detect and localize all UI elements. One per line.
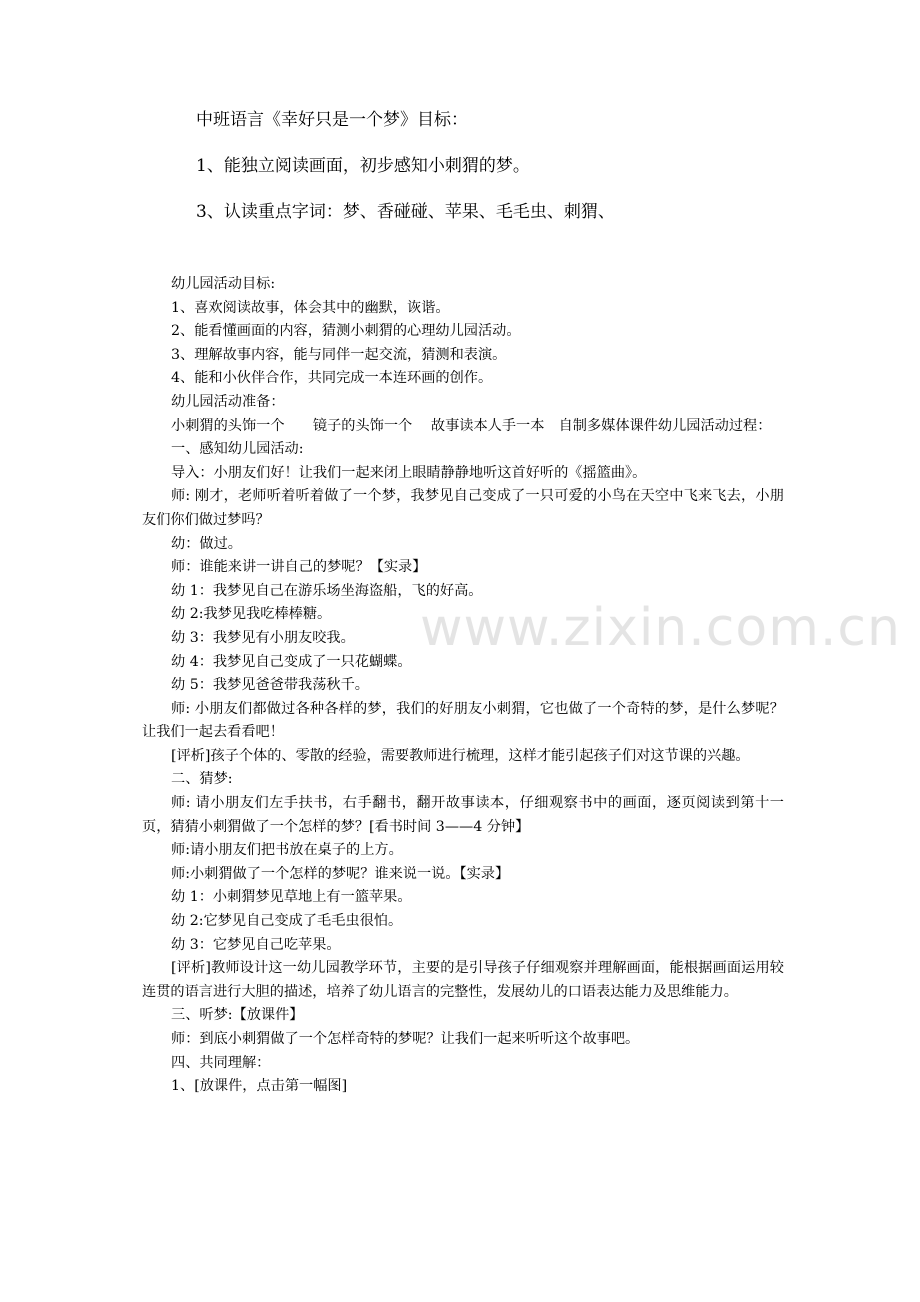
paragraph: 幼 2:我梦见我吃棒棒糖。 bbox=[171, 606, 332, 623]
paragraph: 师:请小朋友们把书放在桌子的上方。 bbox=[171, 842, 403, 859]
lesson-body bbox=[142, 273, 784, 1099]
paragraph: 幼 3：它梦见自己吃苹果。 bbox=[171, 936, 341, 953]
paragraph: 师: 小朋友们都做过各种各样的梦，我们的好朋友小刺猬，它也做了一个奇特的梦，是什么梦呢？让我们一起去看看吧！ bbox=[142, 700, 784, 741]
paragraph: 小刺猬的头饰一个 镜子的头饰一个 故事读本人手一本 自制多媒体课件幼儿园活动过程： bbox=[171, 417, 772, 434]
paragraph: 三、听梦:【放课件】 bbox=[171, 1007, 304, 1024]
paragraph: 幼：做过。 bbox=[171, 535, 242, 552]
paragraph: 师: 请小朋友们左手扶书，右手翻书，翻开故事读本，仔细观察书中的画面，逐页阅读到第十一页，猜猜小刺猬做了一个怎样的梦？[看书时间 3——4 分钟】 bbox=[142, 795, 784, 835]
paragraph: 幼 1：我梦见自己在游乐场坐海盗船，飞的好高。 bbox=[171, 582, 483, 599]
paragraph: 一、感知幼儿园活动: bbox=[171, 441, 304, 458]
paragraph: 4、能和小伙伴合作，共同完成一本连环画的创作。 bbox=[171, 370, 493, 387]
paragraph: 幼 4：我梦见自己变成了一只花蝴蝶。 bbox=[171, 653, 412, 670]
goal-item-1: 1、能独立阅读画面，初步感知小刺猬的梦。 bbox=[196, 156, 530, 176]
paragraph: 1、[放课件，点击第一幅图] bbox=[171, 1078, 348, 1095]
paragraph: 2、能看懂画面的内容，猜测小刺猬的心理幼儿园活动。 bbox=[171, 323, 521, 340]
paragraph: 四、共同理解： bbox=[171, 1054, 271, 1071]
paragraph: 师:小刺猬做了一个怎样的梦呢？谁来说一说。【实录】 bbox=[171, 865, 510, 882]
paragraph: 1、喜欢阅读故事，体会其中的幽默，诙谐。 bbox=[171, 299, 450, 316]
paragraph: [评析]孩子个体的、零散的经验，需要教师进行梳理，这样才能引起孩子们对这节课的兴趣。 bbox=[171, 747, 750, 764]
paragraph: 幼 5：我梦见爸爸带我荡秋千。 bbox=[171, 677, 369, 694]
paragraph: 师: 刚才，老师听着听着做了一个梦，我梦见自己变成了一只可爱的小鸟在天空中飞来飞去，小朋友们你们做过梦吗？ bbox=[142, 488, 784, 528]
paragraph: 二、猜梦: bbox=[171, 771, 233, 788]
paragraph: 幼儿园活动目标: bbox=[171, 276, 276, 292]
paragraph: 幼 1：小刺猬梦见草地上有一篮苹果。 bbox=[171, 889, 412, 906]
goal-item-3: 3、认读重点字词：梦、香碰碰、苹果、毛毛虫、刺猬、 bbox=[196, 202, 615, 222]
paragraph: 导入：小朋友们好！让我们一起来闭上眼睛静静地听这首好听的《摇篮曲》。 bbox=[171, 464, 647, 481]
paragraph: 幼 2:它梦见自己变成了毛毛虫很怕。 bbox=[171, 913, 403, 930]
paragraph: [评析]教师设计这一幼儿园教学环节，主要的是引导孩子仔细观察并理解画面，能根据画面运用较连贯的语言进行大胆的描述，培养了幼儿语言的完整性，发展幼儿的口语表达能力及思维能力。 bbox=[142, 960, 784, 1000]
paragraph: 幼儿园活动准备： bbox=[171, 393, 285, 410]
paragraph: 3、理解故事内容，能与同伴一起交流，猜测和表演。 bbox=[171, 346, 507, 363]
lesson-title: 中班语言《幸好只是一个梦》目标： bbox=[196, 110, 468, 130]
paragraph: 师：谁能来讲一讲自己的梦呢？【实录】 bbox=[171, 559, 427, 576]
lesson-goals-header bbox=[196, 108, 856, 246]
watermark-text: www.zixin.com.cn bbox=[420, 598, 901, 658]
paragraph: 师：到底小刺猬做了一个怎样奇特的梦呢？让我们一起来听听这个故事吧。 bbox=[171, 1031, 640, 1047]
paragraph: 幼 3：我梦见有小朋友咬我。 bbox=[171, 629, 355, 646]
